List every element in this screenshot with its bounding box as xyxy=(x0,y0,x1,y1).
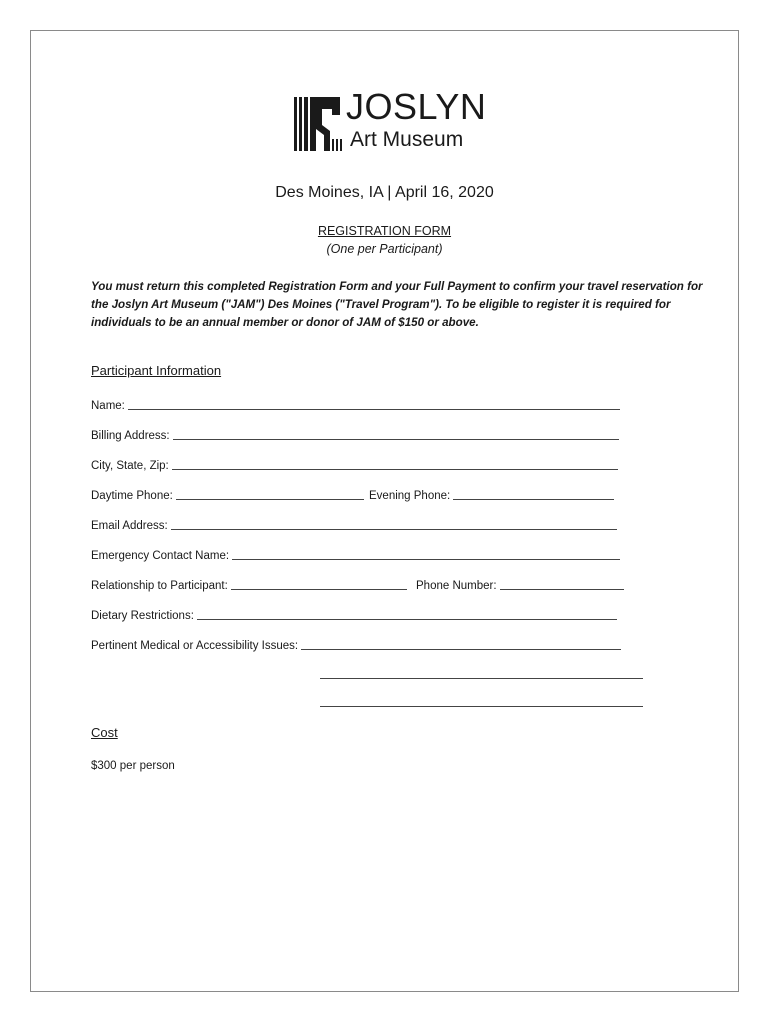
name-field[interactable] xyxy=(91,396,620,412)
form-page xyxy=(30,30,739,992)
emergency-contact-field[interactable] xyxy=(91,546,620,562)
phone-number-input-line[interactable] xyxy=(500,579,624,590)
billing-address-field[interactable] xyxy=(91,426,619,442)
email-address-label: Email Address: xyxy=(91,520,168,532)
daytime-phone-field[interactable] xyxy=(91,486,364,502)
dietary-restrictions-field[interactable] xyxy=(91,606,617,622)
daytime-phone-label: Daytime Phone: xyxy=(91,490,173,502)
medical-issues-extra-line[interactable] xyxy=(320,678,643,679)
form-subtitle: (One per Participant) xyxy=(326,242,443,256)
cost-heading: Cost xyxy=(91,725,118,740)
relationship-field[interactable] xyxy=(91,576,407,592)
emergency-contact-input-line[interactable] xyxy=(232,549,620,560)
name-input-line[interactable] xyxy=(128,399,620,410)
eligibility-notice xyxy=(91,278,703,332)
billing-address-input-line[interactable] xyxy=(173,429,619,440)
participant-info-heading: Participant Information xyxy=(91,363,222,378)
emergency-contact-label: Emergency Contact Name: xyxy=(91,550,230,562)
phone-number-field[interactable] xyxy=(416,576,624,592)
daytime-phone-input-line[interactable] xyxy=(176,489,364,500)
city-state-zip-field[interactable] xyxy=(91,456,618,472)
relationship-input-line[interactable] xyxy=(231,579,407,590)
logo-subtitle: Art Museum xyxy=(350,128,464,151)
city-state-zip-input-line[interactable] xyxy=(172,459,618,470)
evening-phone-input-line[interactable] xyxy=(453,489,614,500)
city-state-zip-label: City, State, Zip: xyxy=(91,460,169,472)
email-address-field[interactable] xyxy=(91,516,617,532)
medical-issues-label: Pertinent Medical or Accessibility Issues: xyxy=(91,640,299,652)
museum-emblem-icon xyxy=(294,95,342,153)
cost-text: $300 per person xyxy=(91,760,175,772)
notice-line: the Joslyn Art Museum ("JAM") Des Moines ("Travel Program"). To be eligible to register it is required for xyxy=(91,298,671,311)
relationship-label: Relationship to Participant: xyxy=(91,580,228,592)
dietary-restrictions-input-line[interactable] xyxy=(197,609,617,620)
evening-phone-field[interactable] xyxy=(369,486,614,502)
billing-address-label: Billing Address: xyxy=(91,430,170,442)
notice-line: individuals to be an annual member or donor of JAM of $150 or above. xyxy=(91,316,479,329)
medical-issues-field[interactable] xyxy=(91,636,621,652)
event-title: Des Moines, IA | April 16, 2020 xyxy=(275,184,494,201)
evening-phone-label: Evening Phone: xyxy=(369,490,451,502)
joslyn-logo xyxy=(294,86,487,157)
form-title: REGISTRATION FORM xyxy=(317,224,452,238)
phone-number-label: Phone Number: xyxy=(416,580,497,592)
logo-wordmark: JOSLYN xyxy=(346,86,487,127)
email-address-input-line[interactable] xyxy=(171,519,617,530)
name-label: Name: xyxy=(91,400,125,412)
medical-issues-extra-line[interactable] xyxy=(320,706,643,707)
dietary-restrictions-label: Dietary Restrictions: xyxy=(91,610,194,622)
notice-line: You must return this completed Registration Form and your Full Payment to confirm your travel reservation for xyxy=(91,280,703,293)
medical-issues-input-line[interactable] xyxy=(301,639,621,650)
